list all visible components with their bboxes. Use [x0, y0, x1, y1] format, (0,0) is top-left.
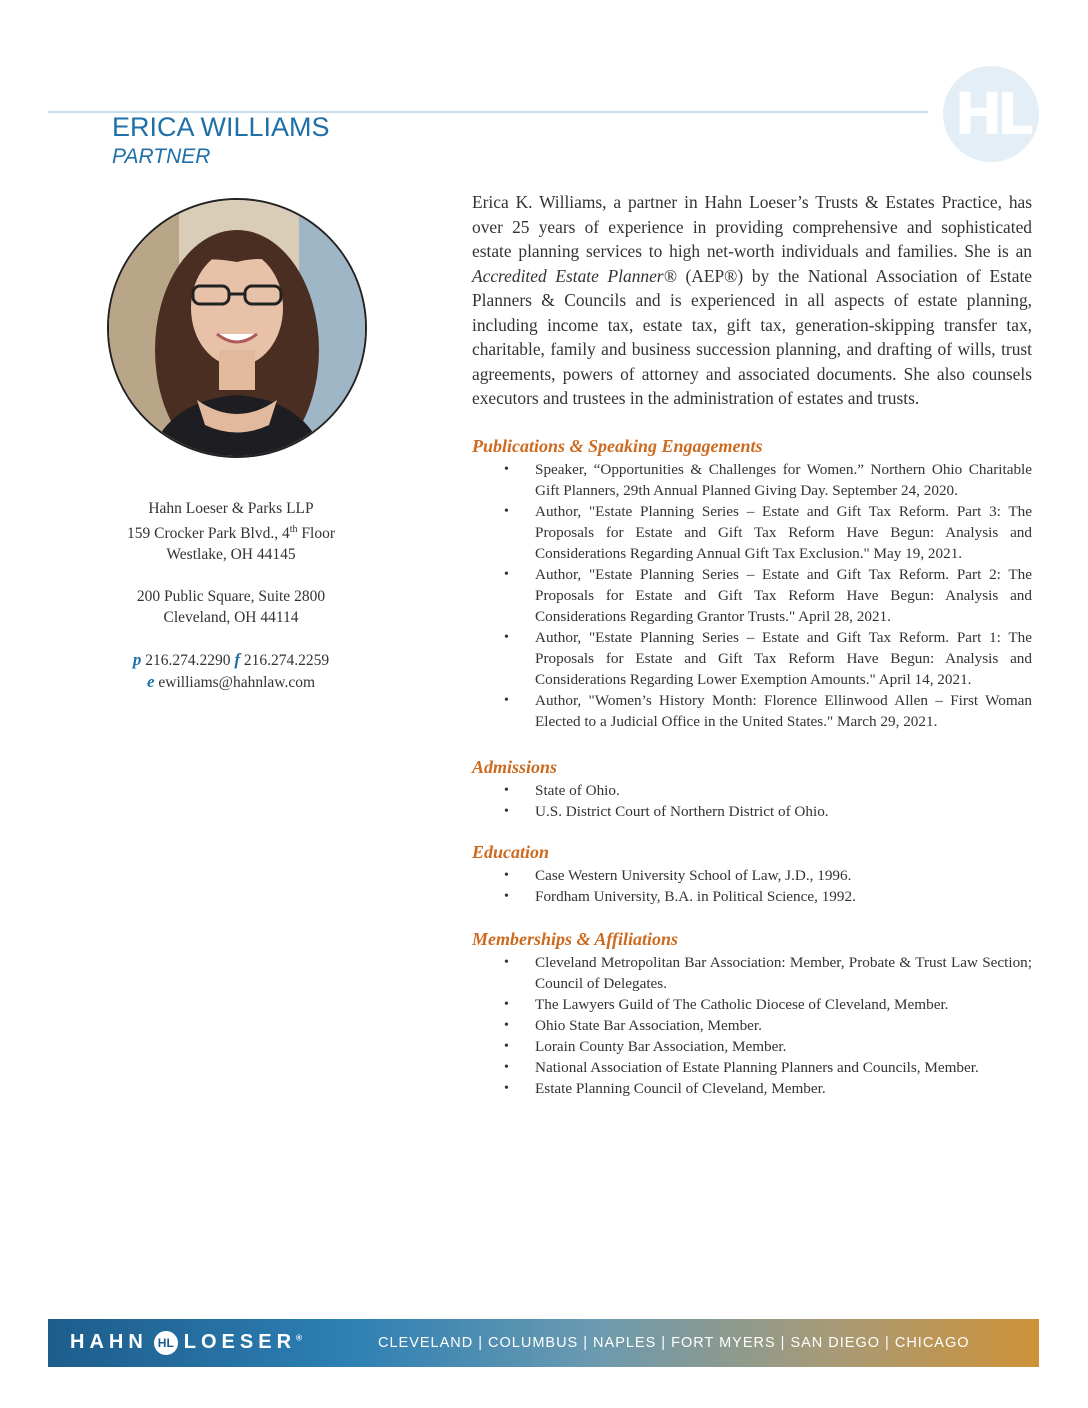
bullet-icon: • [504, 1038, 509, 1054]
list-item: • State of Ohio. [504, 781, 620, 799]
list-item: • Cleveland Metropolitan Bar Association: Member, Probate & Trust Law Section; Council of Delegates. [504, 953, 1032, 992]
bullet-icon: • [504, 1080, 509, 1096]
list-item: • National Association of Estate Planning Planners and Councils, Member. [504, 1058, 979, 1076]
list-item: • U.S. District Court of Northern District of Ohio. [504, 802, 829, 820]
logo-monogram: HL [954, 80, 1028, 148]
list-item: • Case Western University School of Law, J.D., 1996. [504, 866, 852, 884]
firm-name: Hahn Loeser & Parks LLP [148, 500, 314, 517]
list-item: • Author, "Women’s History Month: Florence Ellinwood Allen – First Woman Elected to a Judicial Office in the United States." March 29, 2021. [504, 691, 1032, 730]
bullet-icon: • [504, 996, 509, 1012]
list-item: • The Lawyers Guild of The Catholic Diocese of Cleveland, Member. [504, 995, 949, 1013]
main-content [472, 190, 1032, 1099]
attorney-title: PARTNER [112, 145, 211, 168]
bullet-icon: • [504, 1059, 509, 1075]
education-heading: Education [472, 841, 550, 862]
phone-number[interactable]: 216.274.2290 [145, 652, 231, 670]
email-link[interactable]: ewilliams@hahnlaw.com [158, 674, 316, 692]
office1-city: Westlake, OH 44145 [166, 546, 296, 564]
bullet-icon: • [504, 461, 509, 477]
bullet-icon: • [504, 954, 509, 970]
bullet-icon: • [504, 867, 509, 883]
footer-brand-logo: HAHN HL LOESER® [70, 1331, 302, 1353]
attorney-name: ERICA WILLIAMS [112, 112, 330, 142]
contact-block [90, 498, 372, 693]
fax-label: f [234, 650, 241, 670]
email-line [90, 671, 372, 693]
phone-fax-line [90, 649, 372, 671]
list-item: • Speaker, “Opportunities & Challenges for Women.” Northern Ohio Charitable Gift Planners, 29th Annual Planned Giving Day. September 24, 2020. [504, 460, 1032, 499]
bullet-icon: • [504, 803, 509, 819]
bullet-icon: • [504, 888, 509, 904]
brand-mark-icon: HL [154, 1331, 178, 1355]
bullet-icon: • [504, 566, 509, 582]
publications-heading: Publications & Speaking Engagements [472, 435, 763, 456]
list-item: • Fordham University, B.A. in Political Science, 1992. [504, 887, 856, 905]
memberships-heading: Memberships & Affiliations [472, 928, 679, 949]
bullet-icon: • [504, 629, 509, 645]
publications-list [472, 459, 1032, 732]
office2-street: 200 Public Square, Suite 2800 [136, 588, 326, 606]
list-item: • Author, "Estate Planning Series – Estate and Gift Tax Reform. Part 1: The Proposals for Estate and Gift Tax Reform Have Begun: Analysis and Considerations Regarding Lower Exemption Amounts." April 14, 2021. [504, 628, 1032, 688]
list-item: • Lorain County Bar Association, Member. [504, 1037, 787, 1055]
list-item: • Ohio State Bar Association, Member. [504, 1016, 762, 1034]
bullet-icon: • [504, 503, 509, 519]
bio-paragraph: Erica K. Williams, a partner in Hahn Loeser’s Trusts & Estates Practice, has over 25 years of experience in providing comprehensive and sophisticated estate planning services to high net-worth individuals and families. She is an Accredited Estate Planner® (AEP®) by the National Association of Estate Planners & Councils and is experienced in all aspects of estate planning, including income tax, estate tax, gift tax, generation-skipping transfer tax, charitable, family and business succession planning, and drafting of wills, trust agreements, powers of attorney and associated documents. She also counsels executors and trustees in the administration of estates and trusts. [472, 192, 1033, 408]
fax-number: 216.274.2259 [243, 652, 330, 670]
list-item: • Author, "Estate Planning Series – Estate and Gift Tax Reform. Part 2: The Proposals for Estate and Gift Tax Reform Have Begun: Analysis and Considerations Regarding Grantor Trusts." April 28, 2021. [504, 565, 1032, 625]
email-label: e [146, 672, 155, 692]
list-item: • Estate Planning Council of Cleveland, Member. [504, 1079, 826, 1097]
firm-logo [943, 66, 1039, 162]
office2-city: Cleveland, OH 44114 [163, 609, 299, 627]
bullet-icon: • [504, 692, 509, 708]
admissions-heading: Admissions [472, 756, 558, 777]
phone-label: p [132, 650, 142, 670]
footer-banner [48, 1319, 1039, 1367]
headshot-photo [107, 198, 367, 458]
footer-office-cities: CLEVELAND | COLUMBUS | NAPLES | FORT MYERS | SAN DIEGO | CHICAGO [378, 1335, 970, 1351]
office1-street: 159 Crocker Park Blvd., 4th Floor [127, 524, 335, 543]
memberships-list [472, 952, 1032, 1099]
bullet-icon: • [504, 1017, 509, 1033]
education-list [472, 865, 1032, 907]
bullet-icon: • [504, 782, 509, 798]
admissions-list [472, 780, 1032, 822]
list-item: • Author, "Estate Planning Series – Estate and Gift Tax Reform. Part 3: The Proposals for Estate and Gift Tax Reform Have Begun: Analysis and Considerations Regarding Annual Gift Tax Exclusion." May 19, 2021. [504, 502, 1032, 562]
